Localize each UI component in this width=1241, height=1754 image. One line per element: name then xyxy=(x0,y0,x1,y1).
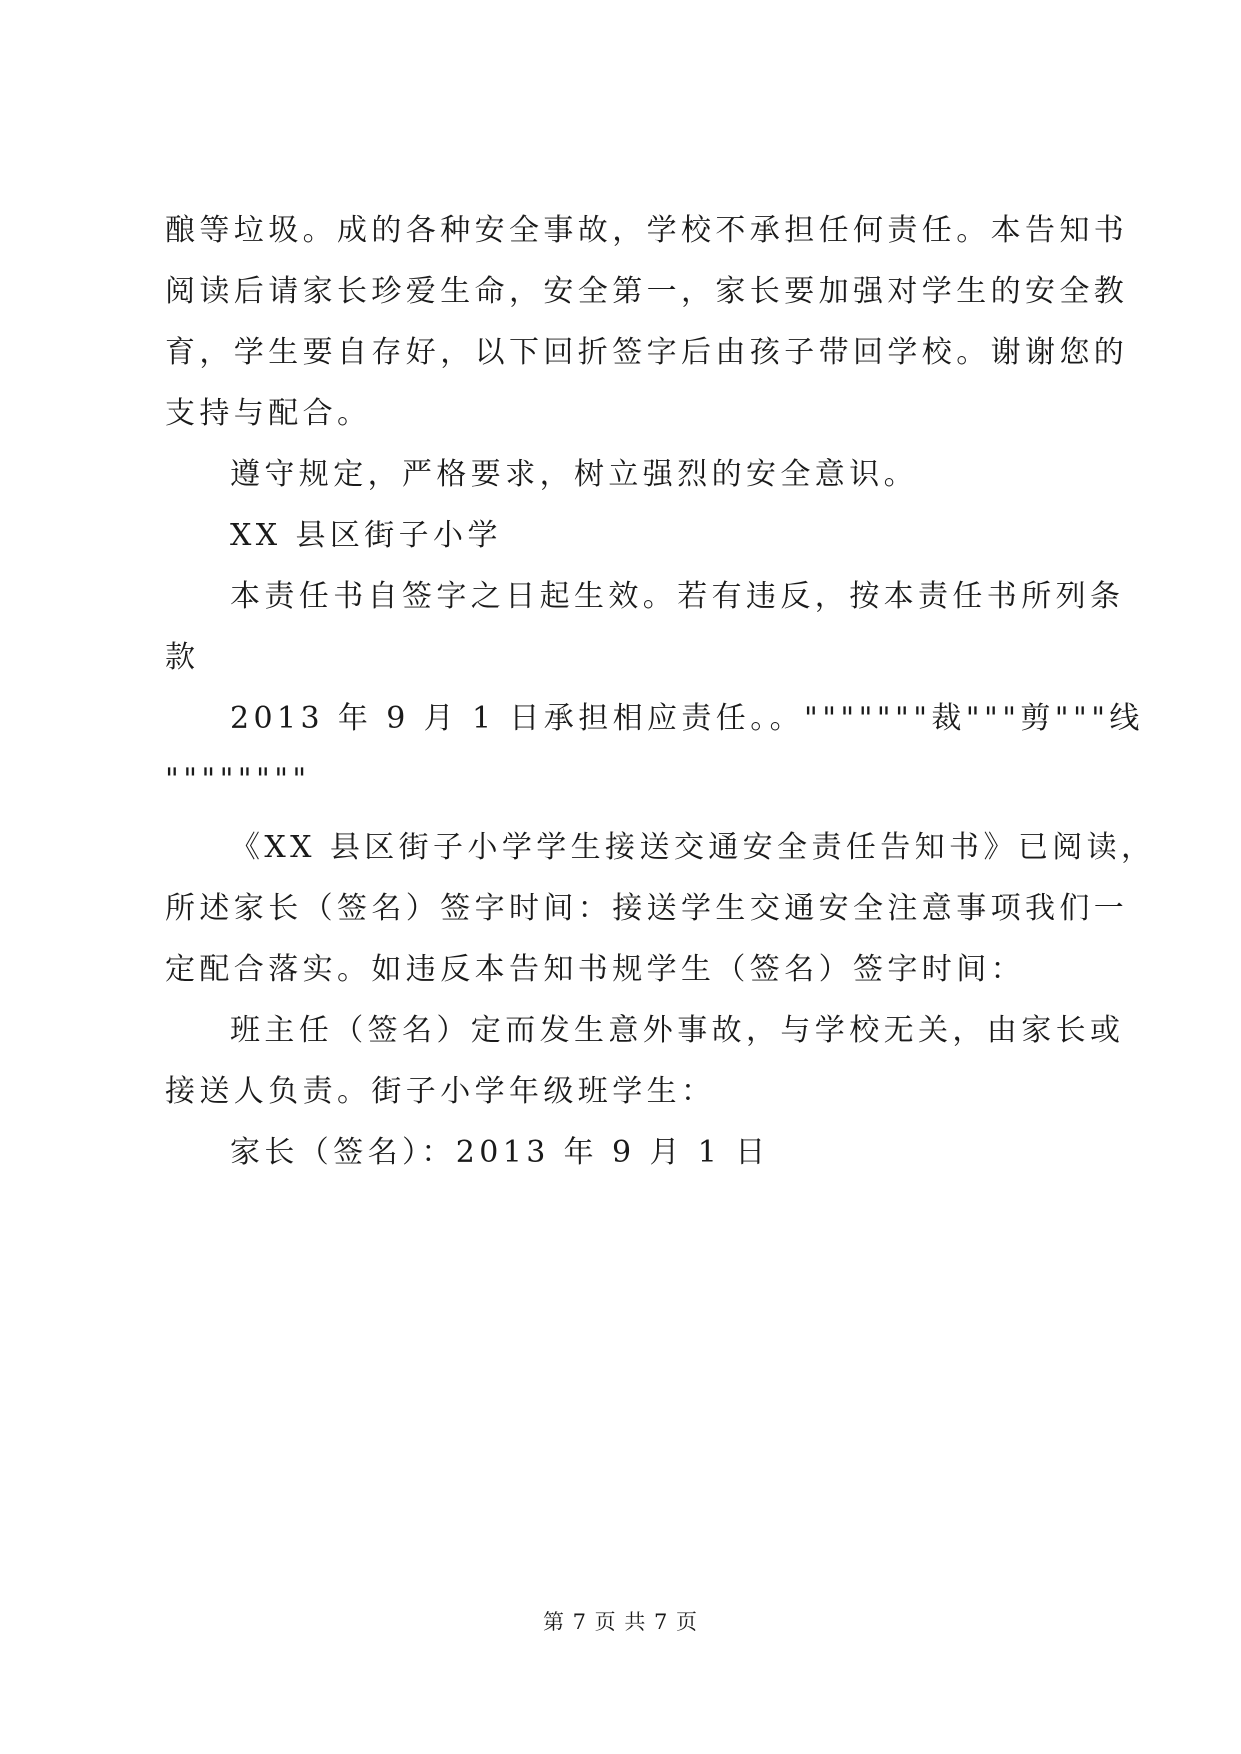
paragraph-6-line-2: 所述家长（签名）签字时间：接送学生交通安全注意事项我们一 xyxy=(165,891,1129,926)
paragraph-4-line-1: 本责任书自签字之日起生效。若有违反，按本责任书所列条 xyxy=(230,579,1125,614)
paragraph-4-line-2: 款 xyxy=(165,640,200,675)
paragraph-1-line-3: 育，学生要自存好，以下回折签字后由孩子带回学校。谢谢您的 xyxy=(165,335,1129,370)
paragraph-1-line-1: 酿等垃圾。成的各种安全事故，学校不承担任何责任。本告知书 xyxy=(165,213,1129,248)
paragraph-7-line-2: 接送人负责。街子小学年级班学生： xyxy=(165,1074,716,1109)
parent-signature-line: 家长（签名）：2013 年 9 月 1 日 xyxy=(230,1135,770,1170)
paragraph-6-line-1: 《XX 县区街子小学学生接送交通安全责任告知书》已阅读， xyxy=(230,830,1156,865)
paragraph-1-line-4: 支持与配合。 xyxy=(165,396,372,431)
paragraph-5-line-1: 2013 年 9 月 1 日承担相应责任。。"""""""裁"""剪"""线 xyxy=(230,701,1144,736)
paragraph-1-line-2: 阅读后请家长珍爱生命，安全第一，家长要加强对学生的安全教 xyxy=(165,274,1129,309)
school-name-line: XX 县区街子小学 xyxy=(230,518,502,553)
page-number-footer: 第 7 页 共 7 页 xyxy=(542,1610,699,1634)
paragraph-7-line-1: 班主任（签名）定而发生意外事故，与学校无关，由家长或 xyxy=(230,1013,1125,1048)
paragraph-6-line-3: 定配合落实。如违反本告知书规学生（签名）签字时间： xyxy=(165,952,1025,987)
paragraph-2-line-1: 遵守规定，严格要求，树立强烈的安全意识。 xyxy=(230,457,918,492)
cut-line-quotes: """""""" xyxy=(165,762,311,797)
